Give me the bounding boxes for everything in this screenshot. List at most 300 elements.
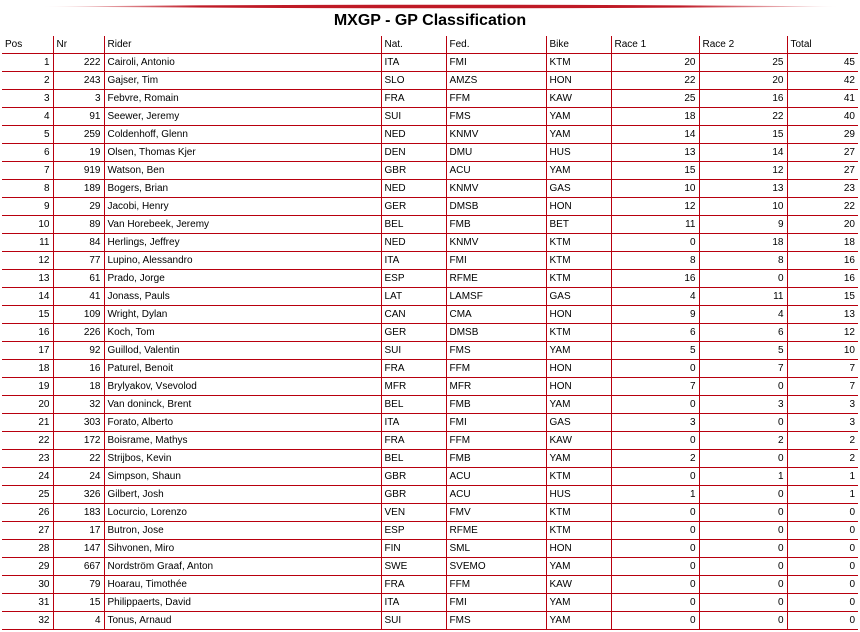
cell-race-1: 0 xyxy=(611,504,699,522)
table-row xyxy=(2,612,858,630)
cell-total: 1 xyxy=(787,468,858,486)
cell-rider: Prado, Jorge xyxy=(104,270,381,288)
cell-rider: Strijbos, Kevin xyxy=(104,450,381,468)
cell-pos: 9 xyxy=(2,198,53,216)
cell-pos: 24 xyxy=(2,468,53,486)
cell-nr: 4 xyxy=(53,612,104,630)
cell-total: 27 xyxy=(787,144,858,162)
cell-pos: 1 xyxy=(2,54,53,72)
cell-nr: 189 xyxy=(53,180,104,198)
cell-fed: KNMV xyxy=(446,180,546,198)
cell-nr: 259 xyxy=(53,126,104,144)
cell-total: 42 xyxy=(787,72,858,90)
cell-nat: ITA xyxy=(381,54,446,72)
cell-bike: KTM xyxy=(546,468,611,486)
cell-total: 29 xyxy=(787,126,858,144)
cell-rider: Van doninck, Brent xyxy=(104,396,381,414)
cell-bike: KTM xyxy=(546,252,611,270)
cell-race-1: 0 xyxy=(611,234,699,252)
cell-total: 45 xyxy=(787,54,858,72)
cell-fed: FMS xyxy=(446,108,546,126)
cell-nat: GER xyxy=(381,198,446,216)
cell-bike: YAM xyxy=(546,108,611,126)
cell-fed: SML xyxy=(446,540,546,558)
cell-rider: Simpson, Shaun xyxy=(104,468,381,486)
cell-fed: KNMV xyxy=(446,126,546,144)
cell-nat: NED xyxy=(381,180,446,198)
cell-race-2: 0 xyxy=(699,558,787,576)
decorative-header-rule xyxy=(40,4,840,9)
cell-fed: FMV xyxy=(446,504,546,522)
cell-nr: 19 xyxy=(53,144,104,162)
cell-bike: KAW xyxy=(546,90,611,108)
cell-pos: 29 xyxy=(2,558,53,576)
cell-bike: KTM xyxy=(546,504,611,522)
table-row xyxy=(2,486,858,504)
cell-nat: NED xyxy=(381,126,446,144)
cell-race-1: 0 xyxy=(611,468,699,486)
cell-rider: Brylyakov, Vsevolod xyxy=(104,378,381,396)
cell-bike: YAM xyxy=(546,396,611,414)
cell-nat: GBR xyxy=(381,486,446,504)
cell-rider: Hoarau, Timothée xyxy=(104,576,381,594)
cell-nr: 667 xyxy=(53,558,104,576)
cell-nat: VEN xyxy=(381,504,446,522)
cell-race-2: 0 xyxy=(699,450,787,468)
cell-pos: 30 xyxy=(2,576,53,594)
cell-fed: FMI xyxy=(446,54,546,72)
cell-race-2: 0 xyxy=(699,414,787,432)
table-row xyxy=(2,306,858,324)
cell-pos: 2 xyxy=(2,72,53,90)
table-row xyxy=(2,288,858,306)
cell-nat: GER xyxy=(381,324,446,342)
cell-fed: CMA xyxy=(446,306,546,324)
cell-total: 13 xyxy=(787,306,858,324)
table-row xyxy=(2,576,858,594)
cell-nat: DEN xyxy=(381,144,446,162)
cell-race-2: 0 xyxy=(699,594,787,612)
table-row xyxy=(2,360,858,378)
cell-bike: HON xyxy=(546,72,611,90)
cell-race-2: 5 xyxy=(699,342,787,360)
cell-race-2: 8 xyxy=(699,252,787,270)
cell-bike: YAM xyxy=(546,558,611,576)
cell-total: 2 xyxy=(787,432,858,450)
cell-race-2: 9 xyxy=(699,216,787,234)
cell-total: 27 xyxy=(787,162,858,180)
cell-bike: YAM xyxy=(546,126,611,144)
cell-fed: FFM xyxy=(446,432,546,450)
cell-pos: 13 xyxy=(2,270,53,288)
cell-pos: 3 xyxy=(2,90,53,108)
cell-race-2: 20 xyxy=(699,72,787,90)
table-row xyxy=(2,450,858,468)
cell-rider: Gilbert, Josh xyxy=(104,486,381,504)
column-header-pos: Pos xyxy=(2,36,53,54)
cell-nat: SUI xyxy=(381,108,446,126)
cell-pos: 6 xyxy=(2,144,53,162)
cell-race-2: 22 xyxy=(699,108,787,126)
cell-race-1: 25 xyxy=(611,90,699,108)
cell-fed: FMI xyxy=(446,252,546,270)
cell-nr: 84 xyxy=(53,234,104,252)
cell-fed: RFME xyxy=(446,270,546,288)
table-row xyxy=(2,90,858,108)
cell-bike: HUS xyxy=(546,486,611,504)
cell-nat: BEL xyxy=(381,396,446,414)
table-row xyxy=(2,378,858,396)
cell-pos: 20 xyxy=(2,396,53,414)
table-row xyxy=(2,234,858,252)
cell-nat: BEL xyxy=(381,450,446,468)
cell-race-1: 2 xyxy=(611,450,699,468)
cell-race-1: 0 xyxy=(611,612,699,630)
cell-rider: Olsen, Thomas Kjer xyxy=(104,144,381,162)
cell-rider: Lupino, Alessandro xyxy=(104,252,381,270)
cell-nat: SWE xyxy=(381,558,446,576)
cell-rider: Jacobi, Henry xyxy=(104,198,381,216)
cell-rider: Coldenhoff, Glenn xyxy=(104,126,381,144)
cell-race-2: 13 xyxy=(699,180,787,198)
cell-nat: LAT xyxy=(381,288,446,306)
cell-nr: 243 xyxy=(53,72,104,90)
cell-nat: FRA xyxy=(381,90,446,108)
page-title: MXGP - GP Classification xyxy=(333,12,527,29)
cell-race-2: 0 xyxy=(699,486,787,504)
cell-race-1: 0 xyxy=(611,576,699,594)
cell-total: 7 xyxy=(787,360,858,378)
cell-nat: FIN xyxy=(381,540,446,558)
table-row xyxy=(2,522,858,540)
cell-fed: FMI xyxy=(446,594,546,612)
cell-pos: 19 xyxy=(2,378,53,396)
cell-race-2: 0 xyxy=(699,540,787,558)
cell-fed: RFME xyxy=(446,522,546,540)
cell-total: 16 xyxy=(787,270,858,288)
cell-total: 0 xyxy=(787,594,858,612)
cell-total: 41 xyxy=(787,90,858,108)
cell-nr: 15 xyxy=(53,594,104,612)
cell-race-1: 0 xyxy=(611,522,699,540)
cell-fed: AMZS xyxy=(446,72,546,90)
cell-fed: MFR xyxy=(446,378,546,396)
table-row xyxy=(2,144,858,162)
cell-fed: ACU xyxy=(446,162,546,180)
cell-fed: FMI xyxy=(446,414,546,432)
cell-rider: Forato, Alberto xyxy=(104,414,381,432)
cell-pos: 15 xyxy=(2,306,53,324)
cell-rider: Bogers, Brian xyxy=(104,180,381,198)
cell-rider: Herlings, Jeffrey xyxy=(104,234,381,252)
cell-bike: KTM xyxy=(546,234,611,252)
cell-race-2: 25 xyxy=(699,54,787,72)
cell-nr: 22 xyxy=(53,450,104,468)
cell-total: 0 xyxy=(787,576,858,594)
cell-nr: 91 xyxy=(53,108,104,126)
cell-rider: Boisrame, Mathys xyxy=(104,432,381,450)
cell-rider: Jonass, Pauls xyxy=(104,288,381,306)
cell-race-2: 0 xyxy=(699,378,787,396)
table-row xyxy=(2,342,858,360)
cell-nr: 79 xyxy=(53,576,104,594)
cell-total: 7 xyxy=(787,378,858,396)
table-row xyxy=(2,54,858,72)
cell-race-2: 18 xyxy=(699,234,787,252)
cell-bike: KTM xyxy=(546,270,611,288)
cell-pos: 11 xyxy=(2,234,53,252)
table-row xyxy=(2,468,858,486)
cell-race-1: 14 xyxy=(611,126,699,144)
cell-bike: YAM xyxy=(546,342,611,360)
column-header-rider: Rider xyxy=(104,36,381,54)
cell-pos: 26 xyxy=(2,504,53,522)
cell-bike: YAM xyxy=(546,162,611,180)
cell-race-1: 20 xyxy=(611,54,699,72)
cell-fed: FFM xyxy=(446,576,546,594)
cell-total: 15 xyxy=(787,288,858,306)
cell-rider: Guillod, Valentin xyxy=(104,342,381,360)
cell-pos: 17 xyxy=(2,342,53,360)
cell-nat: BEL xyxy=(381,216,446,234)
cell-race-1: 16 xyxy=(611,270,699,288)
cell-bike: HUS xyxy=(546,144,611,162)
cell-bike: GAS xyxy=(546,288,611,306)
cell-race-1: 9 xyxy=(611,306,699,324)
cell-nr: 172 xyxy=(53,432,104,450)
cell-bike: HON xyxy=(546,306,611,324)
cell-race-2: 0 xyxy=(699,612,787,630)
cell-race-1: 7 xyxy=(611,378,699,396)
cell-race-2: 0 xyxy=(699,270,787,288)
column-header-nr: Nr xyxy=(53,36,104,54)
cell-fed: DMU xyxy=(446,144,546,162)
table-row xyxy=(2,198,858,216)
table-row xyxy=(2,324,858,342)
cell-race-2: 0 xyxy=(699,504,787,522)
cell-nat: FRA xyxy=(381,576,446,594)
cell-fed: DMSB xyxy=(446,324,546,342)
cell-race-1: 0 xyxy=(611,540,699,558)
table-row xyxy=(2,504,858,522)
cell-bike: KTM xyxy=(546,54,611,72)
cell-nr: 226 xyxy=(53,324,104,342)
cell-race-1: 0 xyxy=(611,558,699,576)
cell-race-1: 0 xyxy=(611,432,699,450)
cell-fed: SVEMO xyxy=(446,558,546,576)
table-header-row xyxy=(2,36,858,54)
column-header-race-2: Race 2 xyxy=(699,36,787,54)
cell-total: 10 xyxy=(787,342,858,360)
cell-rider: Gajser, Tim xyxy=(104,72,381,90)
cell-nr: 109 xyxy=(53,306,104,324)
cell-pos: 27 xyxy=(2,522,53,540)
cell-race-1: 15 xyxy=(611,162,699,180)
cell-pos: 10 xyxy=(2,216,53,234)
cell-nat: ITA xyxy=(381,252,446,270)
cell-rider: Watson, Ben xyxy=(104,162,381,180)
column-header-nat: Nat. xyxy=(381,36,446,54)
cell-fed: FMB xyxy=(446,216,546,234)
cell-nr: 919 xyxy=(53,162,104,180)
cell-total: 0 xyxy=(787,504,858,522)
cell-race-1: 5 xyxy=(611,342,699,360)
cell-total: 22 xyxy=(787,198,858,216)
cell-race-2: 1 xyxy=(699,468,787,486)
cell-nat: CAN xyxy=(381,306,446,324)
cell-nat: ITA xyxy=(381,414,446,432)
cell-fed: DMSB xyxy=(446,198,546,216)
cell-pos: 21 xyxy=(2,414,53,432)
cell-pos: 25 xyxy=(2,486,53,504)
cell-race-2: 7 xyxy=(699,360,787,378)
cell-race-2: 15 xyxy=(699,126,787,144)
cell-race-1: 1 xyxy=(611,486,699,504)
cell-rider: Van Horebeek, Jeremy xyxy=(104,216,381,234)
table-row xyxy=(2,126,858,144)
cell-race-1: 18 xyxy=(611,108,699,126)
cell-nr: 89 xyxy=(53,216,104,234)
cell-pos: 16 xyxy=(2,324,53,342)
cell-bike: HON xyxy=(546,540,611,558)
cell-nat: ESP xyxy=(381,522,446,540)
cell-pos: 8 xyxy=(2,180,53,198)
cell-race-1: 6 xyxy=(611,324,699,342)
cell-bike: BET xyxy=(546,216,611,234)
cell-race-1: 8 xyxy=(611,252,699,270)
cell-nr: 32 xyxy=(53,396,104,414)
cell-race-2: 12 xyxy=(699,162,787,180)
cell-fed: FMS xyxy=(446,612,546,630)
table-row xyxy=(2,162,858,180)
cell-race-2: 2 xyxy=(699,432,787,450)
cell-total: 12 xyxy=(787,324,858,342)
cell-pos: 32 xyxy=(2,612,53,630)
cell-bike: KAW xyxy=(546,432,611,450)
cell-race-1: 0 xyxy=(611,396,699,414)
cell-rider: Seewer, Jeremy xyxy=(104,108,381,126)
cell-rider: Locurcio, Lorenzo xyxy=(104,504,381,522)
cell-nat: FRA xyxy=(381,360,446,378)
cell-fed: FFM xyxy=(446,360,546,378)
table-row xyxy=(2,540,858,558)
cell-nr: 77 xyxy=(53,252,104,270)
cell-rider: Tonus, Arnaud xyxy=(104,612,381,630)
cell-pos: 18 xyxy=(2,360,53,378)
column-header-fed: Fed. xyxy=(446,36,546,54)
column-header-bike: Bike xyxy=(546,36,611,54)
cell-total: 0 xyxy=(787,612,858,630)
cell-nr: 41 xyxy=(53,288,104,306)
cell-pos: 12 xyxy=(2,252,53,270)
cell-pos: 31 xyxy=(2,594,53,612)
cell-total: 0 xyxy=(787,558,858,576)
cell-total: 16 xyxy=(787,252,858,270)
cell-nat: FRA xyxy=(381,432,446,450)
cell-rider: Philippaerts, David xyxy=(104,594,381,612)
cell-fed: FFM xyxy=(446,90,546,108)
cell-total: 20 xyxy=(787,216,858,234)
cell-race-1: 0 xyxy=(611,360,699,378)
cell-race-1: 0 xyxy=(611,594,699,612)
cell-rider: Paturel, Benoit xyxy=(104,360,381,378)
cell-nat: GBR xyxy=(381,162,446,180)
cell-pos: 4 xyxy=(2,108,53,126)
cell-total: 3 xyxy=(787,414,858,432)
column-header-race-1: Race 1 xyxy=(611,36,699,54)
cell-bike: HON xyxy=(546,360,611,378)
cell-race-2: 0 xyxy=(699,522,787,540)
cell-total: 3 xyxy=(787,396,858,414)
cell-nr: 16 xyxy=(53,360,104,378)
cell-race-1: 13 xyxy=(611,144,699,162)
cell-rider: Febvre, Romain xyxy=(104,90,381,108)
cell-race-2: 4 xyxy=(699,306,787,324)
column-header-total: Total xyxy=(787,36,858,54)
table-row xyxy=(2,414,858,432)
table-row xyxy=(2,594,858,612)
cell-bike: GAS xyxy=(546,180,611,198)
cell-pos: 28 xyxy=(2,540,53,558)
cell-rider: Sihvonen, Miro xyxy=(104,540,381,558)
table-row xyxy=(2,432,858,450)
cell-nr: 303 xyxy=(53,414,104,432)
cell-pos: 14 xyxy=(2,288,53,306)
table-row xyxy=(2,72,858,90)
cell-pos: 7 xyxy=(2,162,53,180)
table-row xyxy=(2,270,858,288)
cell-rider: Butron, Jose xyxy=(104,522,381,540)
cell-nr: 222 xyxy=(53,54,104,72)
cell-bike: HON xyxy=(546,198,611,216)
cell-nr: 24 xyxy=(53,468,104,486)
table-row xyxy=(2,180,858,198)
cell-race-1: 11 xyxy=(611,216,699,234)
table-row xyxy=(2,558,858,576)
cell-bike: YAM xyxy=(546,594,611,612)
cell-bike: KTM xyxy=(546,324,611,342)
cell-race-1: 4 xyxy=(611,288,699,306)
cell-total: 0 xyxy=(787,540,858,558)
cell-nr: 3 xyxy=(53,90,104,108)
cell-nat: SLO xyxy=(381,72,446,90)
cell-race-2: 14 xyxy=(699,144,787,162)
cell-race-2: 11 xyxy=(699,288,787,306)
cell-rider: Wright, Dylan xyxy=(104,306,381,324)
cell-bike: KAW xyxy=(546,576,611,594)
cell-fed: FMB xyxy=(446,396,546,414)
cell-bike: KTM xyxy=(546,522,611,540)
cell-rider: Nordström Graaf, Anton xyxy=(104,558,381,576)
cell-nr: 183 xyxy=(53,504,104,522)
table-row xyxy=(2,216,858,234)
cell-fed: KNMV xyxy=(446,234,546,252)
cell-nr: 326 xyxy=(53,486,104,504)
cell-rider: Cairoli, Antonio xyxy=(104,54,381,72)
cell-race-2: 0 xyxy=(699,576,787,594)
cell-bike: YAM xyxy=(546,450,611,468)
cell-nat: ITA xyxy=(381,594,446,612)
cell-total: 18 xyxy=(787,234,858,252)
cell-race-2: 3 xyxy=(699,396,787,414)
cell-race-1: 3 xyxy=(611,414,699,432)
cell-total: 1 xyxy=(787,486,858,504)
cell-bike: HON xyxy=(546,378,611,396)
cell-nr: 18 xyxy=(53,378,104,396)
cell-fed: ACU xyxy=(446,486,546,504)
cell-total: 2 xyxy=(787,450,858,468)
table-row xyxy=(2,252,858,270)
